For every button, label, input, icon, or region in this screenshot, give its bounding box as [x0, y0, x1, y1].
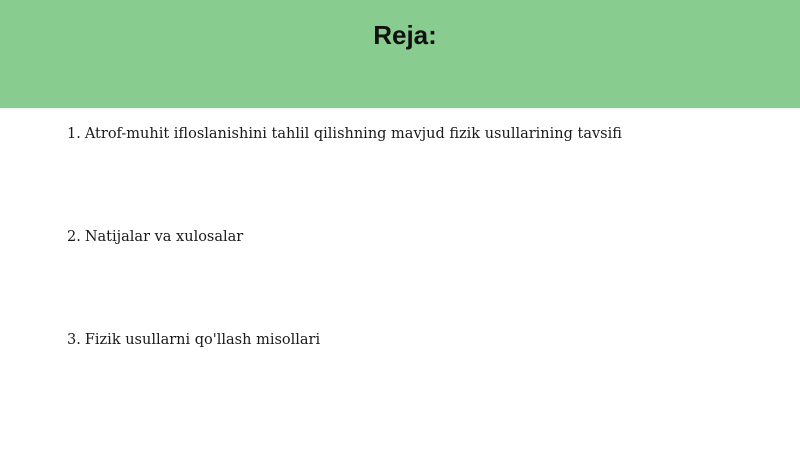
plan-item-text: Atrof-muhit ifloslanishini tahlil qilishning mavjud fizik usullarining tavsifi	[84, 126, 622, 142]
plan-item-text: Fizik usullarni qo'llash misollari	[84, 332, 321, 348]
plan-item-3	[67, 330, 320, 350]
plan-item-number: 2.	[67, 229, 81, 245]
header-band	[0, 0, 800, 108]
plan-item-number: 1.	[67, 126, 81, 142]
plan-item-number: 3.	[67, 332, 81, 348]
slide-title: Reja:	[373, 20, 437, 50]
plan-item-text: Natijalar va xulosalar	[84, 229, 244, 245]
plan-item-2	[67, 227, 243, 247]
plan-item-1	[67, 124, 622, 144]
